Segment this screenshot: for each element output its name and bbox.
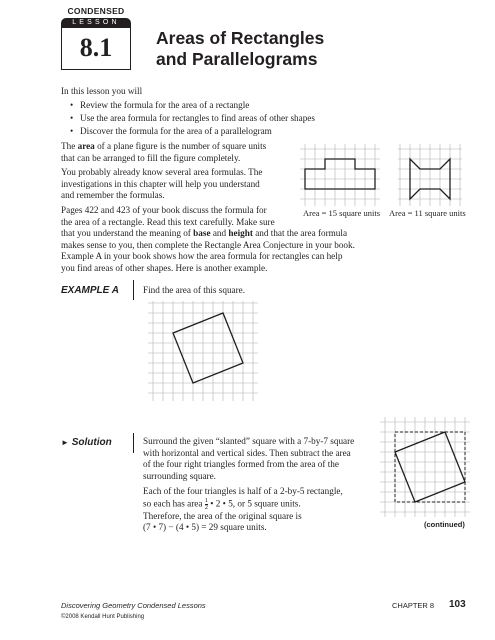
footer-copyright: ©2008 Kendall Hunt Publishing (61, 614, 145, 620)
solution-label (61, 437, 112, 448)
example-prompt: Find the area of this square. (143, 285, 246, 295)
term-height: height (228, 228, 253, 239)
text-line: makes sense to you, then complete the Rectangle Area Conjecture in your book. (61, 239, 355, 250)
solution-label-text: Solution (71, 437, 112, 448)
solution-paragraph-1 (143, 436, 375, 482)
text-line: and remember the formulas. (61, 190, 165, 201)
text-run: • 2 • 5, or 5 square units. (207, 498, 301, 509)
continued-note: (continued) (424, 520, 465, 529)
lesson-number: 8.1 (61, 28, 131, 70)
lesson-badge (61, 6, 131, 70)
area-11-figure (398, 144, 462, 206)
text-line: that can be arranged to fill the figure completely. (61, 152, 241, 163)
term-base: base (193, 228, 211, 239)
slanted-square-figure (148, 301, 258, 401)
solution-paragraph-2 (143, 486, 375, 534)
footer-chapter: CHAPTER 8 (392, 601, 435, 610)
objective-item: • Use the area formula for rectangles to find areas of other shapes (70, 112, 450, 125)
caption-area-11: Area = 11 square units (389, 208, 466, 218)
text-line: Pages 422 and 423 of your book discuss the formula for (61, 205, 267, 215)
example-a-label: EXAMPLE A (61, 285, 119, 296)
example-divider (133, 280, 134, 300)
intro-text: In this lesson you will (61, 86, 143, 96)
text-line: Therefore, the area of the original square is (143, 510, 302, 521)
text-run: and that the area formula (252, 228, 348, 239)
text-line: the area of a rectangle. Read this text carefully. Make sure (61, 216, 275, 227)
fraction-denominator: 2 (204, 503, 208, 511)
text-run: that you understand the meaning of (61, 228, 194, 239)
lesson-title (156, 28, 416, 70)
paragraph-area-definition (61, 141, 301, 164)
text-line: investigations in this chapter will help you understand (61, 178, 260, 189)
slanted-square-inner (395, 432, 465, 502)
caption-area-15: Area = 15 square units (303, 208, 381, 218)
text-line: with horizontal and vertical sides. Then subtract the area (143, 447, 351, 458)
surrounding-square-figure (380, 417, 470, 517)
text-line: you find areas of other shapes. Here is another example. (61, 262, 268, 273)
text-run: of a plane figure is the number of square units (94, 141, 267, 151)
footer-book-title: Discovering Geometry Condensed Lessons (61, 601, 206, 610)
paragraph-formulas (61, 167, 301, 202)
slanted-square (173, 313, 243, 383)
solution-divider (133, 433, 134, 453)
title-line-2: and Parallelograms (156, 49, 318, 69)
text-run: The (61, 141, 78, 151)
text-line: Each of the four triangles is half of a 2-by-5 rectangle, (143, 486, 343, 496)
text-run: and (210, 228, 229, 239)
title-line-1: Areas of Rectangles (156, 28, 325, 48)
page-number: 103 (449, 599, 466, 610)
badge-condensed: CONDENSED (67, 6, 125, 16)
text-line: of the four right triangles formed from the area of the (143, 459, 339, 470)
text-line: You probably already know several area formulas. The (61, 167, 263, 177)
surrounding-square (395, 432, 465, 502)
objectives-list (70, 99, 450, 139)
text-line: Surround the given “slanted” square with a 7-by-7 square (143, 436, 355, 446)
text-line: surrounding square. (143, 470, 216, 481)
badge-lesson-bar: LESSON (61, 18, 131, 28)
triangle-bullet-icon: ► (61, 438, 69, 447)
area-15-figure (300, 144, 380, 206)
text-line: Example A in your book shows how the area formula for rectangles can help (61, 251, 343, 262)
fraction-numerator: 1 (204, 496, 208, 504)
objective-item: • Review the formula for the area of a rectangle (70, 99, 450, 112)
text-run: so each has area (143, 498, 205, 509)
text-line: (7 • 7) − (4 • 5) = 29 square units. (143, 522, 267, 533)
objective-item: • Discover the formula for the area of a parallelogram (70, 125, 450, 138)
area-15-shape (305, 159, 375, 189)
term-area: area (77, 141, 95, 151)
